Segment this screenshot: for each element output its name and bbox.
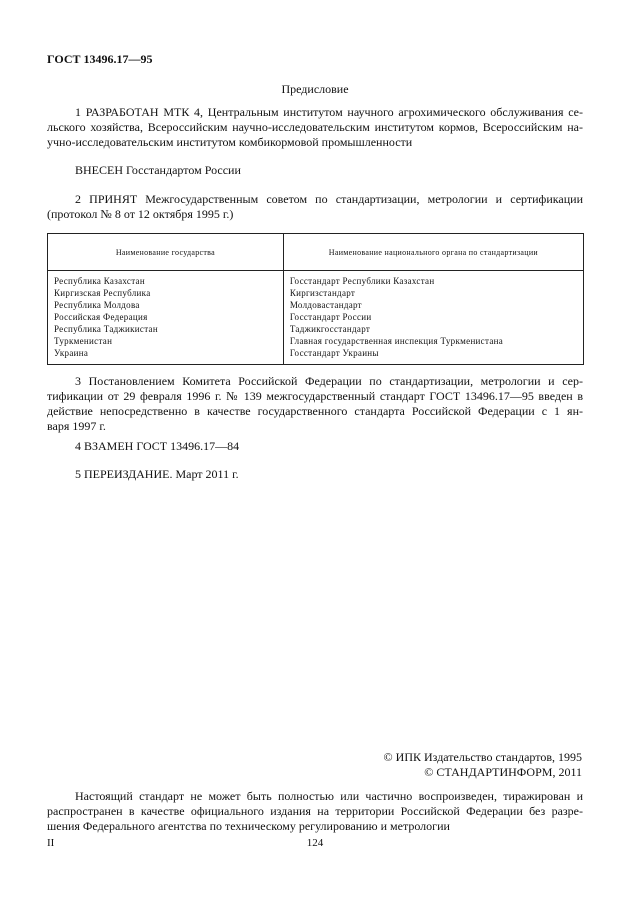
text-line: действие непосредственно в качестве государственного стандарта Российской Федерации с 1 ян- <box>47 404 583 418</box>
copyright-line-1: © ИПК Издательство стандартов, 1995 <box>383 750 582 764</box>
table-row <box>48 312 584 324</box>
table-row <box>48 288 584 300</box>
preface-item-5 <box>47 467 583 482</box>
text-line: тификации от 29 февраля 1996 г. № 139 межгосударственный стандарт ГОСТ 13496.17—95 введен в <box>47 389 583 403</box>
state-cell: Туркменистан <box>48 336 284 348</box>
standards-body-cell: Таджикгосстандарт <box>283 324 583 336</box>
standards-body-cell: Госстандарт Республики Казахстан <box>283 271 583 289</box>
state-cell: Украина <box>48 348 284 365</box>
preface-title: Предисловие <box>281 82 349 96</box>
state-cell: Киргизская Республика <box>48 288 284 300</box>
standard-code: ГОСТ 13496.17—95 <box>47 52 153 66</box>
preface-item-2 <box>47 192 583 222</box>
roman-page-number: II <box>47 837 55 849</box>
text-line: ВНЕСЕН Госстандартом России <box>75 163 241 177</box>
text-line: льского хозяйства, Всероссийским научно-исследовательским институтом кормов, Всероссийским на- <box>47 120 583 134</box>
table-row <box>48 300 584 312</box>
column-header-state: Наименование государства <box>48 234 284 271</box>
text-line: Настоящий стандарт не может быть полностью или частично воспроизведен, тиражирован и <box>75 789 583 803</box>
text-line: (протокол № 8 от 12 октября 1995 г.) <box>47 207 234 221</box>
text-line: варя 1997 г. <box>47 419 106 433</box>
text-line: 4 ВЗАМЕН ГОСТ 13496.17—84 <box>75 439 240 453</box>
table-row <box>48 336 584 348</box>
table-row <box>48 348 584 365</box>
page-number: 124 <box>306 837 324 849</box>
column-header-standards-body: Наименование национального органа по стандартизации <box>283 234 583 271</box>
text-line: учно-исследовательским институтом комбикормовой промышленности <box>47 135 413 149</box>
standards-body-cell: Госстандарт Украины <box>283 348 583 365</box>
preface-introduced <box>47 163 583 178</box>
state-cell: Республика Казахстан <box>48 271 284 289</box>
text-line: 3 Постановлением Комитета Российской Федерации по стандартизации, метрологии и сер- <box>75 374 583 388</box>
copyright-line-2: © СТАНДАРТИНФОРМ, 2011 <box>424 765 582 779</box>
table-row <box>48 271 584 289</box>
state-cell: Российская Федерация <box>48 312 284 324</box>
reproduction-notice <box>47 789 583 834</box>
standards-body-cell: Главная государственная инспекция Туркменистана <box>283 336 583 348</box>
standards-body-cell: Киргизстандарт <box>283 288 583 300</box>
table-row <box>48 324 584 336</box>
preface-item-1 <box>47 105 583 150</box>
text-line: 1 РАЗРАБОТАН МТК 4, Центральным институтом научного агрохимического обслуживания се- <box>75 105 583 119</box>
states-table <box>47 233 584 365</box>
text-line: 5 ПЕРЕИЗДАНИЕ. Март 2011 г. <box>75 467 239 481</box>
table-header-row <box>48 234 584 271</box>
standards-body-cell: Госстандарт России <box>283 312 583 324</box>
text-line: шения Федерального агентства по техническому регулированию и метрологии <box>47 819 450 833</box>
state-cell: Республика Молдова <box>48 300 284 312</box>
preface-item-3 <box>47 374 583 434</box>
standards-body-cell: Молдовастандарт <box>283 300 583 312</box>
preface-item-4 <box>47 439 583 454</box>
state-cell: Республика Таджикистан <box>48 324 284 336</box>
text-line: 2 ПРИНЯТ Межгосударственным советом по стандартизации, метрологии и сертификации <box>75 192 583 206</box>
text-line: распространен в качестве официального издания на территории Российской Федерации без разре- <box>47 804 583 818</box>
